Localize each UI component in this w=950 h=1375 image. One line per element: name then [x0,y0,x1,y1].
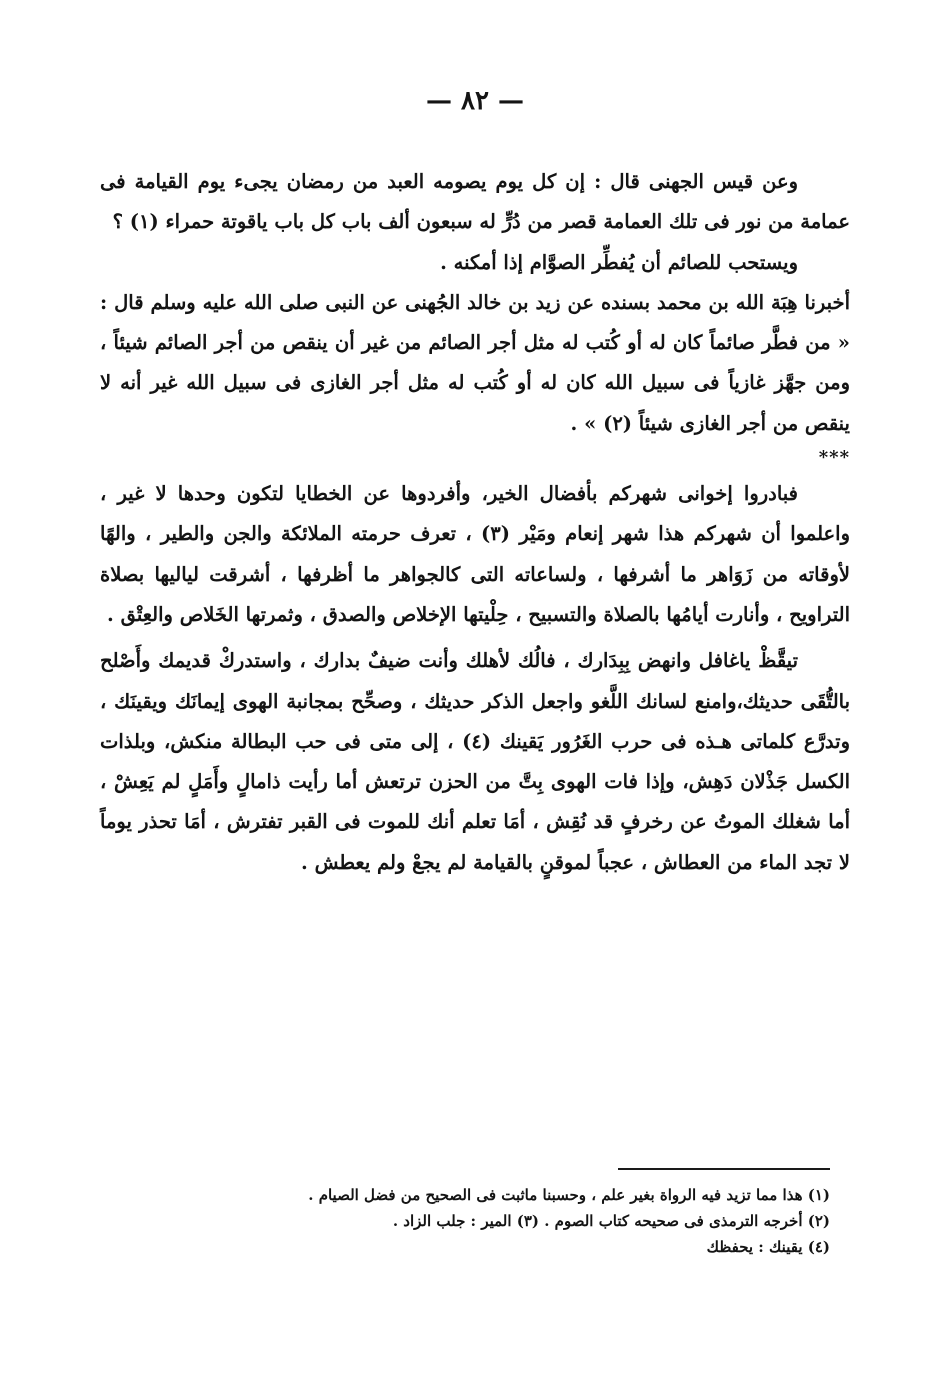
footnotes [120,1182,830,1260]
section-separator: *** [818,447,850,469]
page-number: — ٨٢ — [425,86,525,116]
footnote-1: (١) هذا مما تزيد فيه الرواة بغير علم ، وحسبنا ماثبت فى الصحيح من فضل الصيام . [308,1186,830,1204]
footnote-4: (٤) يقينك : يحفظك [706,1238,830,1256]
main-text [100,162,850,883]
paragraph-iftar-recommendation: ويستحب للصائم أن يُفطِّر الصوَّام إذا أمكنه . [440,250,798,274]
paragraph-admonition: تيقَّظْ ياغافل وانهض بِبِدَارك ، فالُك لأهلك وأنت ضيفٌ بدارك ، واستدركْ قديمك وأَصْلح بالتُّقَى حديثك،وامنع لسانك اللَّغو واجعل الذكر حديثك ، وصحِّح بمجانبة الهوى إيمانَك ويقينَك ، وتدرَّع كلماتى هـذه فى حرب الغَرُور يَقينك (٤) ، إلى متى فى حب البطالة منكش، وبلذات الكسل جَذْلان دَهِش، وإذا فات الهوى بِتَّ من الحزن ترتعش أما رأيت ذامالٍ وأَمَلٍ لم يَعِشْ ، أما شغلك الموتُ عن رخرفٍ قد نُقِش ، أمَا تعلم أنك للموت فى القبر تفترش ، أمَا تحذر يوماً لا تجد الماء من العطاش ، عجباً لموقنٍ بالقيامة لم يجعْ ولم يعطش . [100,649,851,874]
footnote-divider [618,1168,830,1170]
footnote-2-3: (٢) أخرجه الترمذى فى صحيحه كتاب الصوم . (٣) المير : جلب الزاد . [392,1212,830,1230]
paragraph-qays-hadith: وعن قيس الجهنى قال : إن كل يوم يصومه العبد من رمضان يجىء يوم القيامة فى عمامة من نور فى تلك العمامة قصر من دُرٍّ له سبعون ألف باب كل باب ياقوتة حمراء (١) ؟ [100,170,850,234]
paragraph-exhortation: فبادروا إخوانى شهركم بأفضال الخير، وأفردوها عن الخطايا لتكون وحدها لا غير ، واعلموا أن شهركم هذا شهر إنعام ومَيْر (٣) ، تعرف حرمته الملائكة والجن والطير ، والهًا لأوقاته من زَوَاهر ما أشرفها ، ولساعاته التى كالجواهر ما أظرفها ، أشرقت لياليها بصلاة التراويح ، وأنارت أيامُها بالصلاة والتسبيح ، حِلْيتها الإخلاص والصدق ، وثمرتها الخَلاص والعِتْق . [100,482,850,626]
paragraph-zayd-hadith: أخبرنا هِبَة الله بن محمد بسنده عن زيد بن خالد الجُهنى عن النبى صلى الله عليه وسلم قال : « من فطَّر صائماً كان له أو كُتب له مثل أجر الصائم من غير أن ينقص من أجر الصائم شيئاً ، ومن جهَّز غازياً فى سبيل الله كان له أو كُتب له مثل أجر الغازى فى سبيل الله غير أنه لا ينقص من أجر الغازى شيئاً (٢) » . [100,290,850,435]
